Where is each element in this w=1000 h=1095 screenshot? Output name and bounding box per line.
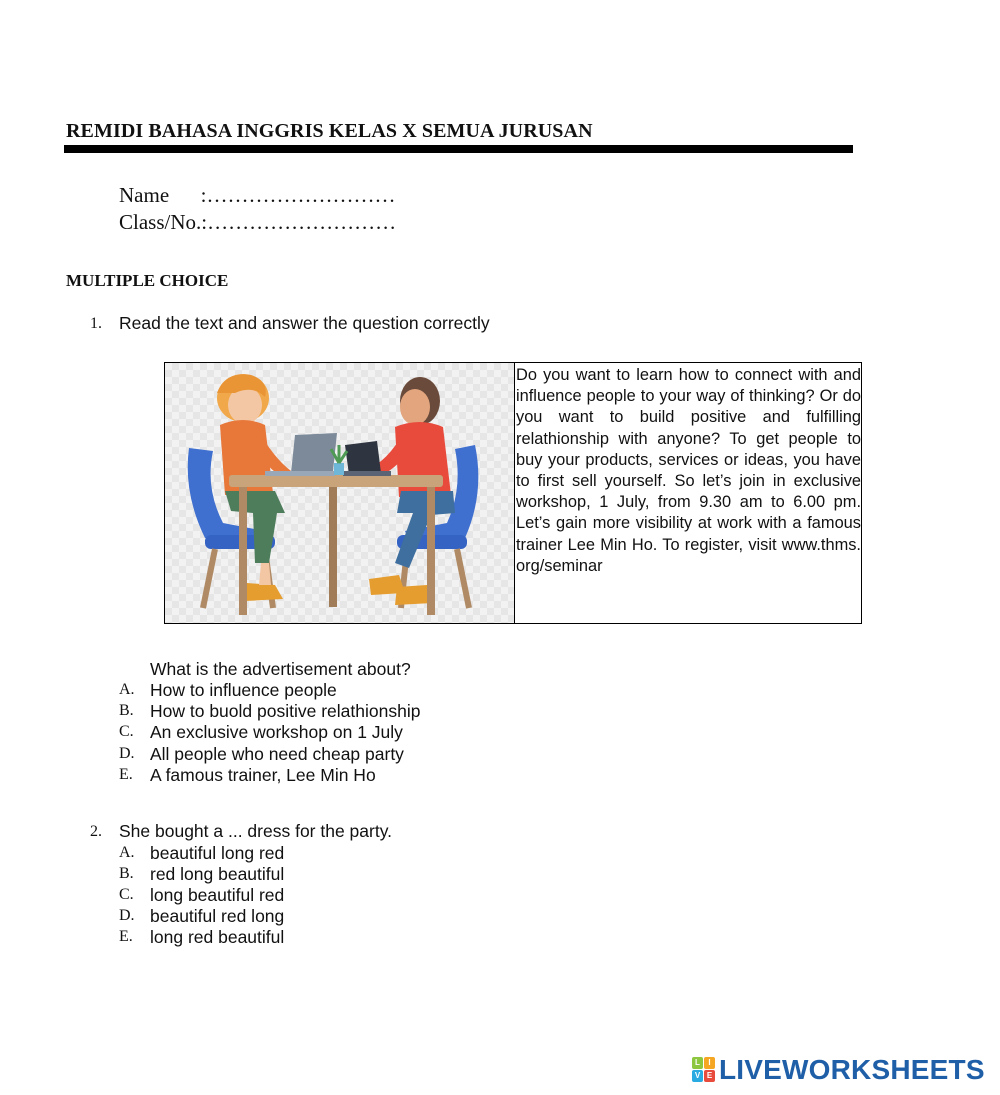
- option-text: How to influence people: [150, 680, 337, 700]
- option-letter: B.: [119, 865, 134, 882]
- worksheet-title: REMIDI BAHASA INGGRIS KELAS X SEMUA JURUSAN: [66, 120, 593, 142]
- question-1-prompt: Read the text and answer the question correctly: [119, 313, 490, 333]
- title-underline: [64, 145, 853, 153]
- question-2-prompt: She bought a ... dress for the party.: [119, 821, 393, 841]
- liveworksheets-brand[interactable]: [692, 1053, 985, 1087]
- option-text: A famous trainer, Lee Min Ho: [150, 765, 376, 785]
- option-text: beautiful long red: [150, 843, 285, 863]
- option-letter: C.: [119, 723, 134, 740]
- option-text: How to buold positive relathionship: [150, 701, 421, 721]
- option-text: long beautiful red: [150, 885, 285, 905]
- logo-letter: L: [692, 1057, 703, 1069]
- option-letter: B.: [119, 702, 134, 719]
- option-letter: D.: [119, 907, 135, 924]
- option-letter: A.: [119, 681, 135, 698]
- option-letter: E.: [119, 766, 133, 783]
- logo-letter: E: [704, 1070, 715, 1082]
- option-text: long red beautiful: [150, 927, 285, 947]
- logo-letter: I: [704, 1057, 715, 1069]
- option-letter: D.: [119, 745, 135, 762]
- option-letter: A.: [119, 844, 135, 861]
- name-field[interactable]: Name :………………………: [119, 183, 396, 207]
- question-2-number: 2.: [90, 823, 102, 840]
- option-letter: C.: [119, 886, 134, 903]
- option-text: An exclusive workshop on 1 July: [150, 722, 403, 742]
- question-1-stem: What is the advertisement about?: [150, 659, 411, 679]
- option-text: red long beautiful: [150, 864, 285, 884]
- two-people-at-table-illustration: [165, 363, 514, 623]
- option-letter: E.: [119, 928, 133, 945]
- option-text: All people who need cheap party: [150, 744, 404, 764]
- liveworksheets-logo-icon: [692, 1057, 716, 1083]
- class-number-field[interactable]: Class/No.:………………………: [119, 210, 397, 234]
- advertisement-box: [164, 362, 862, 624]
- section-heading: MULTIPLE CHOICE: [66, 271, 229, 290]
- question-1-number: 1.: [90, 315, 102, 332]
- option-text: beautiful red long: [150, 906, 285, 926]
- liveworksheets-wordmark: LIVEWORKSHEETS: [719, 1054, 985, 1085]
- logo-letter: V: [692, 1070, 703, 1082]
- workshop-illustration: [165, 363, 515, 623]
- advertisement-text: Do you want to learn how to connect with and influence people to your way of thinking? Or do you want to build positive and fulfilling relathionship with anyone? To get people to buy your products, services or ideas, you have to first sell yourself. So let’s join in exclusive workshop, 1 July, from 9.30 am to 6.00 pm. Let’s gain more visibility at work with a famous trainer Lee Min Ho. To register, visit www.thms. org/seminar: [516, 366, 861, 575]
